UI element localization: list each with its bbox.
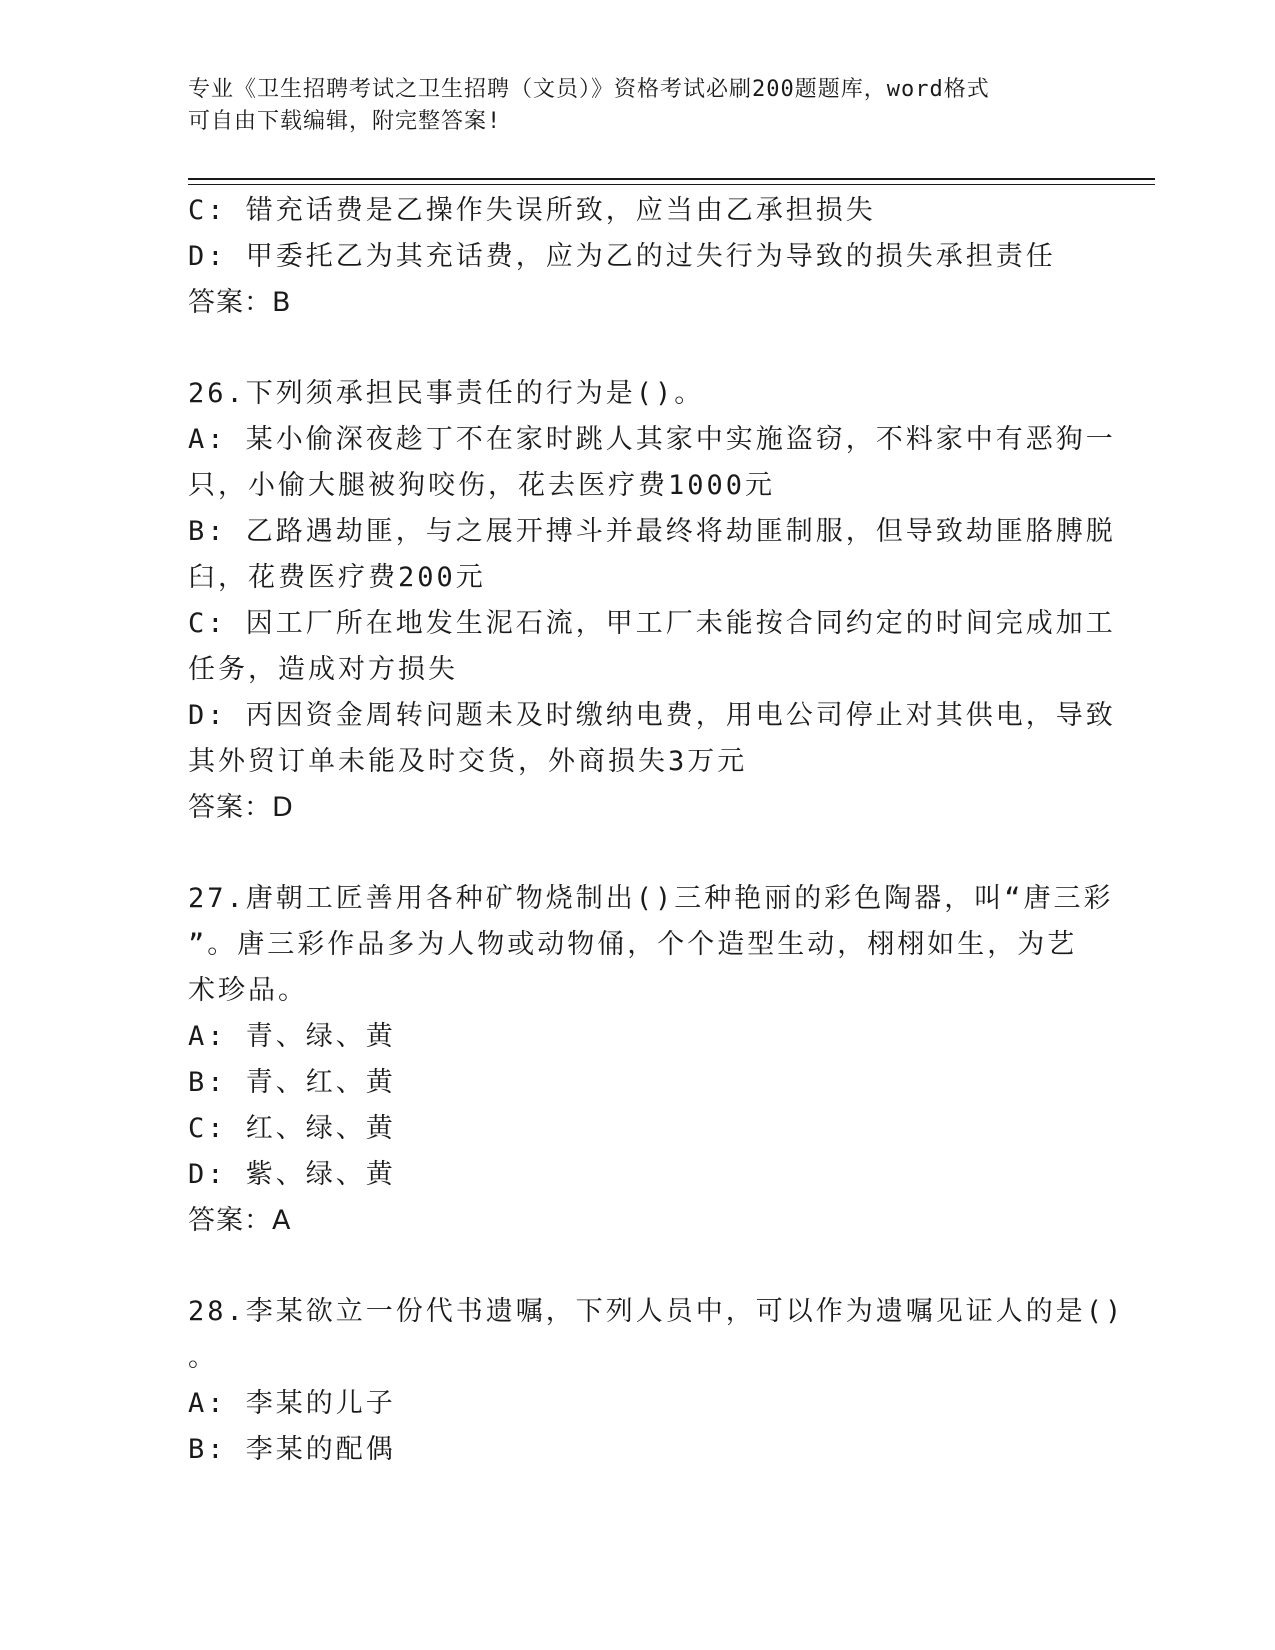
q28-option-b: B: 李某的配偶 — [188, 1434, 396, 1465]
document-header — [188, 74, 1068, 138]
spacer — [188, 1244, 1088, 1289]
q27-option-c: C: 红、绿、黄 — [188, 1113, 396, 1144]
q25-option-d: D: 甲委托乙为其充话费，应为乙的过失行为导致的损失承担责任 — [188, 241, 1056, 272]
question-26 — [188, 371, 1116, 831]
header-divider-thick — [188, 178, 1155, 180]
header-divider-thin — [188, 184, 1155, 185]
q26-option-b-line-2: 臼，花费医疗费200元 — [188, 562, 486, 593]
q26-option-c-line-2: 任务，造成对方损失 — [188, 654, 458, 685]
question-25-tail — [188, 188, 1088, 326]
q26-option-d-line-1: D: 丙因资金周转问题未及时缴纳电费，用电公司停止对其供电，导致 — [188, 700, 1116, 731]
q28-stem-line-1: 28.李某欲立一份代书遗嘱，下列人员中，可以作为遗嘱见证人的是() — [188, 1296, 1125, 1327]
q27-stem-line-2: ”。唐三彩作品多为人物或动物俑，个个造型生动，栩栩如生，为艺 — [188, 929, 1078, 960]
q26-option-b-line-1: B: 乙路遇劫匪，与之展开搏斗并最终将劫匪制服，但导致劫匪胳膊脱 — [188, 516, 1116, 547]
q26-option-a-line-1: A: 某小偷深夜趁丁不在家时跳人其家中实施盗窃，不料家中有恶狗一 — [188, 424, 1116, 455]
spacer — [188, 831, 1088, 876]
q27-answer: 答案：A — [188, 1205, 292, 1236]
question-27 — [188, 876, 1114, 1244]
q26-option-c-line-1: C: 因工厂所在地发生泥石流，甲工厂未能按合同约定的时间完成加工 — [188, 608, 1116, 639]
question-28 — [188, 1289, 1125, 1473]
q27-option-b: B: 青、红、黄 — [188, 1067, 396, 1098]
document-body — [188, 188, 1125, 1473]
q27-stem-line-1: 27.唐朝工匠善用各种矿物烧制出()三种艳丽的彩色陶器，叫“唐三彩 — [188, 883, 1114, 914]
q27-stem-line-3: 术珍品。 — [188, 975, 308, 1006]
q26-option-d-line-2: 其外贸订单未能及时交货，外商损失3万元 — [188, 746, 748, 777]
q26-option-a-line-2: 只，小偷大腿被狗咬伤，花去医疗费1000元 — [188, 470, 776, 501]
q25-answer: 答案：B — [188, 287, 292, 318]
spacer — [188, 326, 1088, 371]
header-line-2: 可自由下载编辑，附完整答案! — [188, 109, 502, 134]
header-line-1: 专业《卫生招聘考试之卫生招聘（文员）》资格考试必刷200题题库，word格式 — [188, 77, 990, 102]
q25-option-c: C: 错充话费是乙操作失误所致，应当由乙承担损失 — [188, 195, 876, 226]
q27-option-d: D: 紫、绿、黄 — [188, 1159, 396, 1190]
q28-option-a: A: 李某的儿子 — [188, 1388, 396, 1419]
q27-option-a: A: 青、绿、黄 — [188, 1021, 396, 1052]
q26-answer: 答案：D — [188, 792, 294, 823]
q28-stem-line-2: 。 — [188, 1342, 218, 1373]
q26-stem: 26.下列须承担民事责任的行为是()。 — [188, 378, 705, 409]
